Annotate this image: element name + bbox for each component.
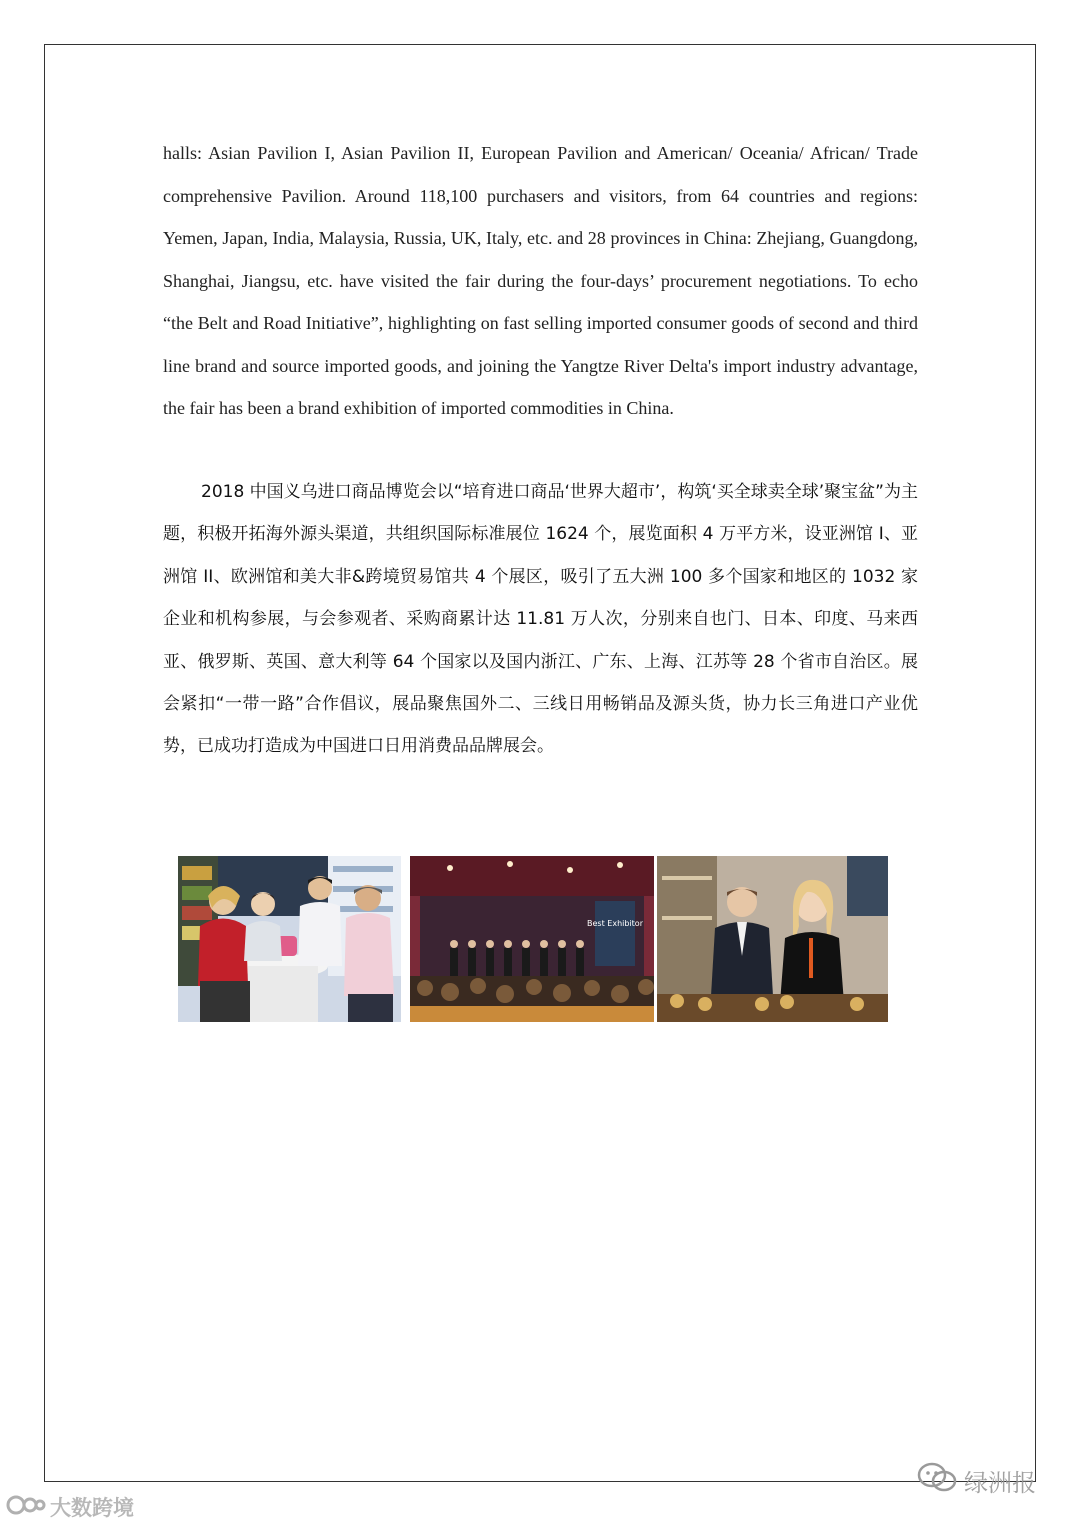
watermark-right [916, 1460, 1036, 1500]
photo-strip [178, 856, 888, 1022]
photo-exhibitors-booth [657, 856, 888, 1022]
stage-screen-text: Best Exhibitor [587, 919, 643, 928]
brand-logo-icon [6, 1494, 46, 1521]
wechat-icon [916, 1461, 958, 1499]
english-paragraph: halls: Asian Pavilion I, Asian Pavilion II, European Pavilion and American/ Oceania/ African/ Trade comprehensive Pavilion. Around 118,100 purchasers and visitors, from 64 countries and regions: Yemen, Japan, India, Malaysia, Russia, UK, Italy, etc. and 28 provinces in China: Zhejiang, Guangdong, Shanghai, Jiangsu, etc. have visited the fair during the four-days’ procurement negotiations. To echo “the Belt and Road Initiative”, highlighting on fast selling imported consumer goods of second and third line brand and source imported goods, and joining the Yangtze River Delta's import industry advantage, the fair has been a brand exhibition of imported commodities in China. [163, 143, 918, 418]
photo-stage-ceremony [410, 856, 654, 1022]
watermark-left [6, 1490, 134, 1524]
chinese-paragraph: 2018 中国义乌进口商品博览会以“培育进口商品‘世界大超市’，构筑‘买全球卖全球’聚宝盆”为主题，积极开拓海外源头渠道，共组织国际标准展位 1624 个，展览面积 4 万平方米，设亚洲馆 I、亚洲馆 II、欧洲馆和美大非&跨境贸易馆共 4 个展区，吸引了五大洲 100 多个国家和地区的 1032 家企业和机构参展，与会参观者、采购商累计达 11.81 万人次，分别来自也门、日本、印度、马来西亚、俄罗斯、英国、意大利等 64 个国家以及国内浙江、广东、上海、江苏等 28 个省市自治区。展会紧扣“一带一路”合作倡议，展品聚焦国外二、三线日用畅销品及源头货，协力长三角进口产业优势，已成功打造成为中国进口日用消费品品牌展会。 [163, 482, 918, 757]
watermark-right-text: 绿洲报 [964, 1468, 1036, 1497]
watermark-left-text: 大数跨境 [50, 1496, 134, 1520]
photo-business-meeting [178, 856, 401, 1022]
